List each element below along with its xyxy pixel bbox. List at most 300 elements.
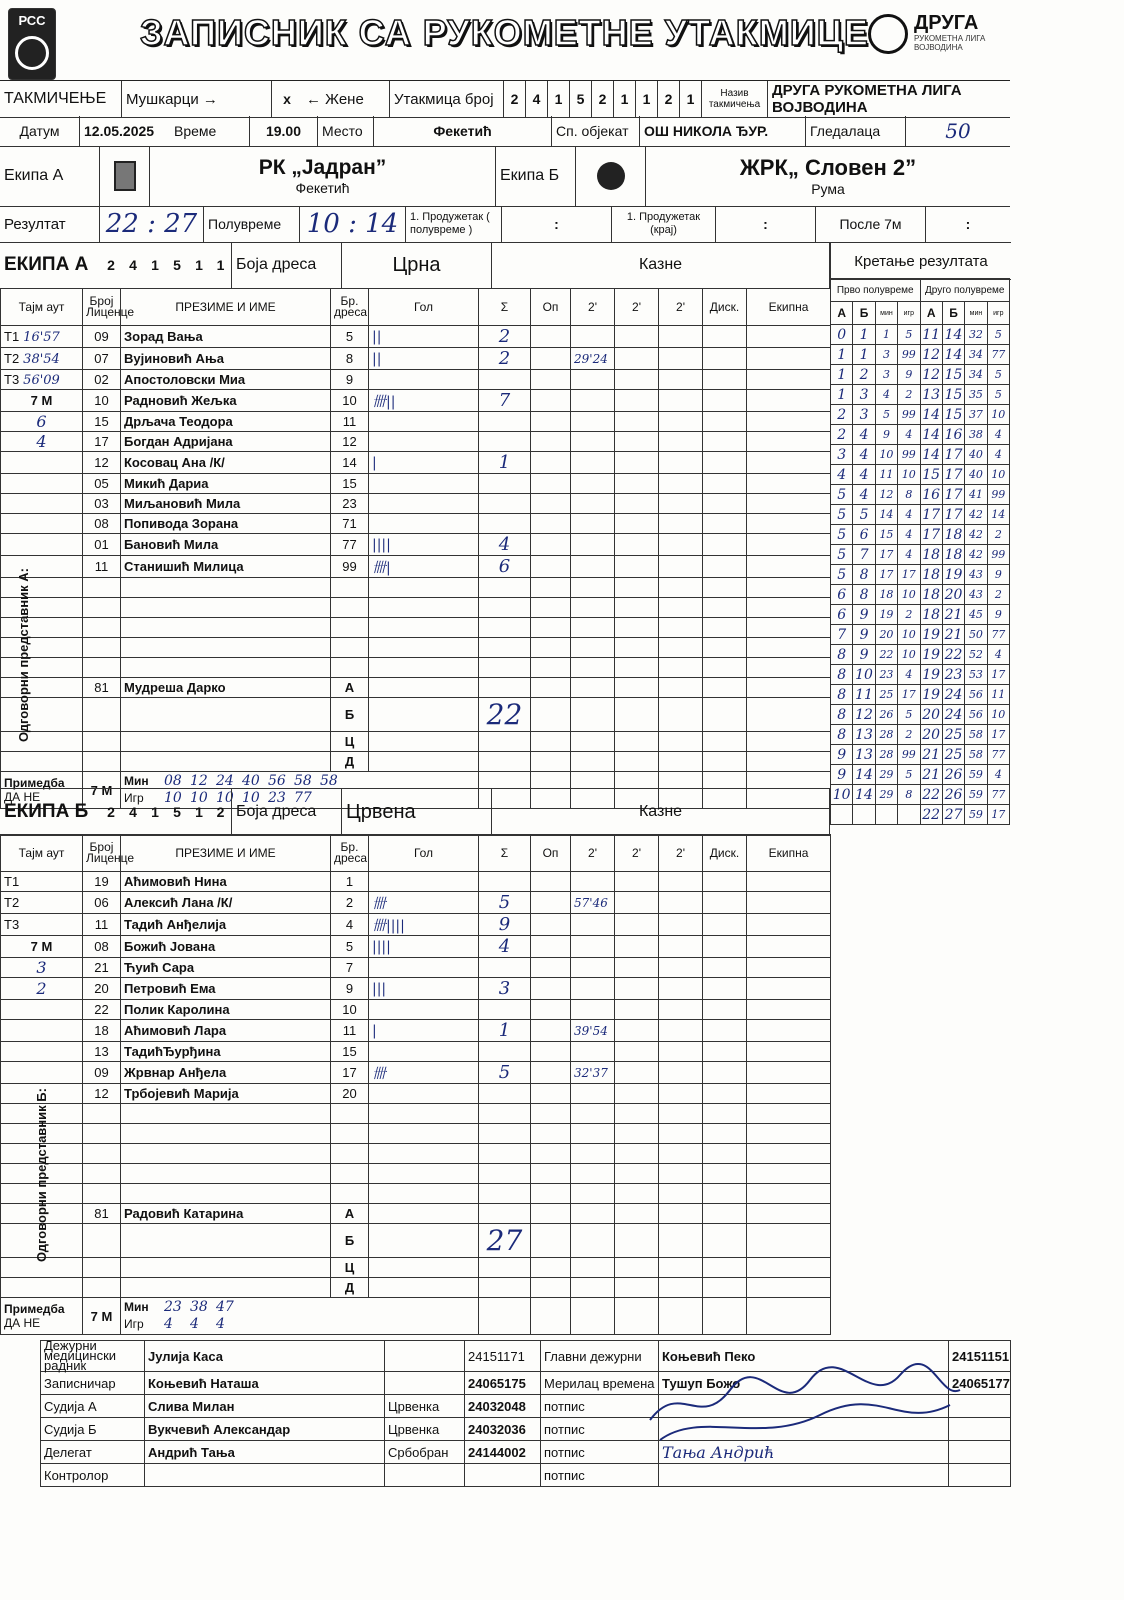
progress-cell: 52	[965, 645, 987, 665]
goal-tally: ||||	[369, 936, 479, 958]
penalty-cell	[747, 1000, 831, 1020]
sevenm-igr: 10	[242, 790, 260, 806]
goal-sum: 3	[479, 978, 531, 1000]
progress-row	[831, 425, 1010, 445]
goal-sum	[479, 1258, 531, 1278]
progress-cell: 29	[875, 785, 897, 805]
sevenm-min: 23	[164, 1299, 182, 1315]
progress-cell: 11	[853, 685, 875, 705]
progress-cell: 99	[987, 485, 1009, 505]
progress-cell: 8	[898, 485, 920, 505]
progress-cell: 5	[831, 505, 853, 525]
official-name: Радовић Катарина	[121, 1204, 331, 1224]
progress-cell: 5	[853, 505, 875, 525]
jersey-number: 4	[331, 914, 369, 936]
progress-cell: 10	[853, 665, 875, 685]
license-cell: 02	[83, 370, 121, 390]
progress-cell: 9	[875, 425, 897, 445]
penalty-cell	[703, 494, 747, 514]
empty-cell	[369, 598, 479, 618]
progress-cell	[831, 805, 853, 825]
timeout-cell: 4	[1, 432, 83, 452]
signature-scribbles	[640, 1360, 970, 1460]
penalty-cell	[659, 326, 703, 348]
goal-sum	[479, 494, 531, 514]
progress-row	[831, 325, 1010, 345]
team-b-city: Рума	[811, 181, 845, 197]
license-cell: 09	[83, 326, 121, 348]
penalty-cell	[615, 452, 659, 474]
penalty-cell	[615, 432, 659, 452]
penalty-cell	[747, 936, 831, 958]
jersey-number: 5	[331, 326, 369, 348]
goal-sum	[479, 514, 531, 534]
progress-cell: 17	[898, 685, 920, 705]
sevenm-min: 58	[320, 773, 338, 789]
penalty-cell	[703, 598, 747, 618]
penalty-cell	[615, 978, 659, 1000]
penalty-cell	[659, 1104, 703, 1124]
penalty-cell	[703, 1258, 747, 1278]
progress-cell: 18	[875, 585, 897, 605]
warning-cell	[531, 638, 571, 658]
penalty-cell	[747, 698, 831, 732]
progress-cell: 1	[875, 325, 897, 345]
jersey-number: 14	[331, 452, 369, 474]
empty-cell	[331, 658, 369, 678]
penalty-cell	[615, 958, 659, 978]
license-cell	[83, 1258, 121, 1278]
penalty-cell	[747, 958, 831, 978]
empty-cell	[83, 1144, 121, 1164]
penalty-cell	[659, 432, 703, 452]
progress-row	[831, 405, 1010, 425]
two-min-cell	[571, 732, 615, 752]
progress-cell: 5	[898, 765, 920, 785]
goal-tally	[369, 698, 479, 732]
goal-tally	[369, 432, 479, 452]
timeout-cell: 6	[1, 412, 83, 432]
penalty-cell	[703, 1000, 747, 1020]
penalty-cell	[747, 432, 831, 452]
goal-sum: 9	[479, 914, 531, 936]
penalty-cell	[659, 1144, 703, 1164]
penalty-cell	[747, 1184, 831, 1204]
warning-cell	[531, 1258, 571, 1278]
progress-row	[831, 585, 1010, 605]
penalty-cell	[615, 914, 659, 936]
empty-cell	[83, 578, 121, 598]
progress-cell: 4	[987, 645, 1009, 665]
penalty-cell	[703, 432, 747, 452]
jersey-number: 5	[331, 936, 369, 958]
goal-sum: 27	[479, 1224, 531, 1258]
official-letter: А	[331, 678, 369, 698]
min-label: Мин	[124, 1300, 149, 1314]
penalty-cell	[703, 678, 747, 698]
player-name: Тадић Анђелија	[121, 914, 331, 936]
goal-sum: 7	[479, 390, 531, 412]
goal-tally: 卌||||	[369, 914, 479, 936]
goal-sum	[479, 752, 531, 772]
table-row	[1, 474, 831, 494]
timeout-cell	[1, 1042, 83, 1062]
progress-cell: 14	[920, 425, 942, 445]
goal-tally: ||||	[369, 534, 479, 556]
warning-cell	[531, 1042, 571, 1062]
official-letter: Б	[331, 698, 369, 732]
empty-cell	[83, 618, 121, 638]
sevenm-values	[121, 1298, 479, 1335]
two-min-cell	[571, 1224, 615, 1258]
signature-delegate: Tања Андрић	[659, 1441, 949, 1464]
player-name: Микић Дариа	[121, 474, 331, 494]
goal-tally	[369, 872, 479, 892]
empty-cell	[615, 1298, 659, 1335]
progress-cell: 17	[987, 665, 1009, 685]
penalty-cell	[747, 618, 831, 638]
empty-cell	[121, 638, 331, 658]
penalty-cell	[703, 1144, 747, 1164]
progress-cell: 5	[875, 405, 897, 425]
progress-cell: 23	[875, 665, 897, 685]
penalty-cell	[703, 638, 747, 658]
two-min-cell	[571, 1144, 615, 1164]
penalty-cell	[659, 618, 703, 638]
progress-cell: 25	[942, 745, 964, 765]
two-min-cell: 32'37	[571, 1062, 615, 1084]
goal-tally: 卌||	[369, 390, 479, 412]
jersey-number: 17	[331, 1062, 369, 1084]
progress-row	[831, 445, 1010, 465]
timeout-cell: 7 М	[1, 390, 83, 412]
two-min-cell	[571, 1184, 615, 1204]
empty-cell	[121, 1164, 331, 1184]
official-letter: Д	[331, 752, 369, 772]
jersey-number: 12	[331, 432, 369, 452]
warning-cell	[531, 958, 571, 978]
progress-cell: 23	[942, 665, 964, 685]
two-min-cell	[571, 958, 615, 978]
goal-sum	[479, 432, 531, 452]
warning-cell	[531, 556, 571, 578]
jersey-number: 23	[331, 494, 369, 514]
penalty-cell	[615, 752, 659, 772]
warning-cell	[531, 578, 571, 598]
warning-cell	[531, 514, 571, 534]
penalty-cell	[615, 598, 659, 618]
progress-cell: 18	[920, 585, 942, 605]
progress-cell: 77	[987, 785, 1009, 805]
progress-cell: 28	[875, 725, 897, 745]
penalty-cell	[615, 556, 659, 578]
progress-cell: 17	[942, 445, 964, 465]
progress-cell: 8	[898, 785, 920, 805]
progress-cell: 11	[875, 465, 897, 485]
table-row	[1, 370, 831, 390]
progress-cell: 42	[965, 525, 987, 545]
empty-cell	[121, 1184, 331, 1204]
timeout-cell	[1, 732, 83, 752]
timeout-cell	[1, 534, 83, 556]
goal-sum: 22	[479, 698, 531, 732]
timeout-cell: 7 М	[1, 936, 83, 958]
official-name	[121, 752, 331, 772]
penalty-cell	[615, 390, 659, 412]
penalty-cell	[747, 578, 831, 598]
progress-cell: 18	[942, 525, 964, 545]
license-cell: 05	[83, 474, 121, 494]
penalty-cell	[747, 1164, 831, 1184]
penalty-cell	[703, 412, 747, 432]
penalty-cell	[659, 556, 703, 578]
warning-cell	[531, 412, 571, 432]
player-name: Зорад Вања	[121, 326, 331, 348]
goal-tally	[369, 1258, 479, 1278]
jersey-number: 20	[331, 1084, 369, 1104]
progress-cell: 24	[942, 685, 964, 705]
jersey-number: 99	[331, 556, 369, 578]
penalty-cell	[615, 1000, 659, 1020]
penalty-cell	[703, 1104, 747, 1124]
empty-cell	[571, 1298, 615, 1335]
progress-cell: 77	[987, 745, 1009, 765]
progress-cell: 27	[942, 805, 964, 825]
jersey-number: 8	[331, 348, 369, 370]
table-row	[1, 390, 831, 412]
penalty-cell	[747, 534, 831, 556]
empty-cell	[479, 658, 531, 678]
penalty-cell	[659, 514, 703, 534]
progress-cell: 9	[853, 645, 875, 665]
progress-cell: 41	[965, 485, 987, 505]
table-row	[1, 914, 831, 936]
timeout-cell: 3	[1, 958, 83, 978]
warning-cell	[531, 1000, 571, 1020]
goal-sum	[479, 370, 531, 390]
progress-cell: 17	[987, 805, 1009, 825]
igr-label: Игр	[124, 1317, 144, 1331]
penalty-cell	[703, 1204, 747, 1224]
penalty-cell	[615, 474, 659, 494]
penalty-cell	[615, 1104, 659, 1124]
progress-cell: 5	[831, 525, 853, 545]
penalty-cell	[703, 658, 747, 678]
progress-cell: 14	[853, 785, 875, 805]
license-cell: 06	[83, 892, 121, 914]
progress-cell: 59	[965, 785, 987, 805]
goal-tally: 卌|	[369, 556, 479, 578]
team-a-name: РК „Јадран”	[258, 156, 387, 179]
license-cell: 11	[83, 556, 121, 578]
progress-cell: 15	[942, 405, 964, 425]
official-name	[121, 732, 331, 752]
two-min-cell	[571, 678, 615, 698]
progress-cell: 3	[875, 345, 897, 365]
progress-cell: 18	[942, 545, 964, 565]
license-cell	[83, 1278, 121, 1298]
goal-sum: 2	[479, 348, 531, 370]
official-letter: Д	[331, 1278, 369, 1298]
penalty-cell	[659, 1062, 703, 1084]
timeout-cell	[1, 618, 83, 638]
final-score: 22 : 27	[100, 206, 204, 242]
timeout-label: T1	[4, 328, 20, 344]
empty-cell	[331, 578, 369, 598]
table-row	[1, 658, 831, 678]
progress-cell: 28	[875, 745, 897, 765]
penalty-cell	[703, 390, 747, 412]
penalty-cell	[659, 678, 703, 698]
player-name: Ћуић Сара	[121, 958, 331, 978]
two-min-cell	[571, 326, 615, 348]
progress-cell	[875, 805, 897, 825]
progress-cell: 4	[898, 425, 920, 445]
progress-cell: 18	[920, 565, 942, 585]
yes-no: ДА НЕ	[4, 790, 41, 804]
penalty-cell	[615, 892, 659, 914]
team-a-city: Фекетић	[295, 180, 350, 196]
team-b-players	[1, 872, 831, 1335]
progress-cell: 12	[853, 705, 875, 725]
player-name: Трбојевић Марија	[121, 1084, 331, 1104]
penalty-cell	[747, 914, 831, 936]
penalty-cell	[659, 494, 703, 514]
two-min-cell	[571, 432, 615, 452]
penalty-cell	[747, 348, 831, 370]
timeout-cell: T3	[1, 914, 83, 936]
team-b-header: ЕКИПА Б 2 4 1 5 1 2 Боја дреса Црвена Казне	[0, 788, 830, 836]
penalty-cell	[615, 1020, 659, 1042]
progress-cell: 37	[965, 405, 987, 425]
official-name	[121, 1224, 331, 1258]
official-license: 81	[83, 1204, 121, 1224]
progress-cell: 1	[853, 325, 875, 345]
progress-cell: 4	[898, 505, 920, 525]
penalty-cell	[703, 474, 747, 494]
penalty-cell	[615, 1062, 659, 1084]
progress-cell: 8	[853, 565, 875, 585]
progress-cell: 8	[831, 645, 853, 665]
progress-cell: 43	[965, 565, 987, 585]
player-name: Бановић Мила	[121, 534, 331, 556]
progress-cell: 17	[942, 505, 964, 525]
empty-cell	[331, 1164, 369, 1184]
timeout-cell	[1, 1278, 83, 1298]
progress-cell: 9	[853, 605, 875, 625]
progress-cell: 3	[831, 445, 853, 465]
penalty-cell	[615, 1164, 659, 1184]
progress-cell: 15	[942, 385, 964, 405]
progress-cell: 40	[965, 465, 987, 485]
penalty-cell	[747, 752, 831, 772]
progress-cell: 38	[965, 425, 987, 445]
two-min-cell	[571, 514, 615, 534]
player-name: Миљановић Мила	[121, 494, 331, 514]
page-title: ЗАПИСНИК СА РУКОМЕТНЕ УТАКМИЦЕ	[140, 12, 869, 53]
progress-cell: 26	[942, 765, 964, 785]
sevenm-igr: 4	[216, 1316, 225, 1332]
progress-cell: 20	[875, 625, 897, 645]
warning-cell	[531, 678, 571, 698]
progress-cell: 10	[875, 445, 897, 465]
penalty-cell	[615, 1258, 659, 1278]
empty-cell	[369, 1164, 479, 1184]
timeout-time: 56'09	[23, 372, 60, 388]
warning-cell	[531, 534, 571, 556]
sevenm-min: 08	[164, 773, 182, 789]
sevenm-igr: 23	[268, 790, 286, 806]
officials-table: Дежурни медицински радник Јулија Каса 24151171 Главни дежурни Коњевић Пеко 24151151 Записничар Коњевић Наташа 24065175 Мерилац времена Тушуп Божо 24065177 Судија А Слива Милан Црвенка 24032048 потпис Судија Б Вукчевић Александар Црвенка 24032036 потпис Делегат Андрић Тања Србобран 24144002 потпис Tања Андрић Контролор потпис	[40, 1340, 1011, 1487]
empty-cell	[121, 1104, 331, 1124]
progress-cell: 10	[898, 625, 920, 645]
sevenm-min: 56	[268, 773, 286, 789]
progress-cell: 14	[942, 345, 964, 365]
progress-cell: 14	[942, 325, 964, 345]
penalty-cell	[703, 1278, 747, 1298]
goal-sum	[479, 872, 531, 892]
official-name	[121, 698, 331, 732]
progress-row	[831, 685, 1010, 705]
progress-cell: 1	[831, 385, 853, 405]
progress-cell: 17	[920, 505, 942, 525]
empty-cell	[369, 1144, 479, 1164]
progress-cell: 40	[965, 445, 987, 465]
penalty-cell	[659, 658, 703, 678]
table-row	[1, 1258, 831, 1278]
progress-row	[831, 665, 1010, 685]
timeout-time: 16'57	[23, 329, 60, 345]
license-cell: 12	[83, 452, 121, 474]
jersey-number: 10	[331, 390, 369, 412]
license-cell: 17	[83, 432, 121, 452]
progress-cell: 53	[965, 665, 987, 685]
goal-tally: 卌	[369, 1062, 479, 1084]
progress-cell: 8	[831, 685, 853, 705]
progress-cell: 17	[942, 485, 964, 505]
empty-cell	[331, 1124, 369, 1144]
penalty-cell	[659, 534, 703, 556]
goal-sum: 5	[479, 1062, 531, 1084]
progress-cell: 3	[853, 405, 875, 425]
table-row	[1, 1042, 831, 1062]
progress-cell: 8	[831, 705, 853, 725]
timeout-cell	[1, 598, 83, 618]
sevenm-min: 40	[242, 773, 260, 789]
progress-cell: 4	[987, 445, 1009, 465]
goal-tally	[369, 958, 479, 978]
two-min-cell	[571, 1000, 615, 1020]
progress-cell: 21	[920, 765, 942, 785]
goal-tally	[369, 732, 479, 752]
progress-cell: 21	[920, 745, 942, 765]
table-row	[1, 598, 831, 618]
two-min-cell	[571, 1124, 615, 1144]
rep-a-label: Одговорни представник А:	[16, 568, 31, 742]
progress-cell: 11	[920, 325, 942, 345]
table-row	[1, 978, 831, 1000]
table-row	[1, 698, 831, 732]
table-row	[1, 1184, 831, 1204]
timeout-cell	[1, 514, 83, 534]
progress-cell: 1	[831, 365, 853, 385]
table-row	[1, 514, 831, 534]
penalty-cell	[615, 494, 659, 514]
penalty-cell	[615, 1184, 659, 1204]
player-name: Петровић Ема	[121, 978, 331, 1000]
progress-cell: 4	[987, 425, 1009, 445]
progress-cell: 4	[987, 765, 1009, 785]
